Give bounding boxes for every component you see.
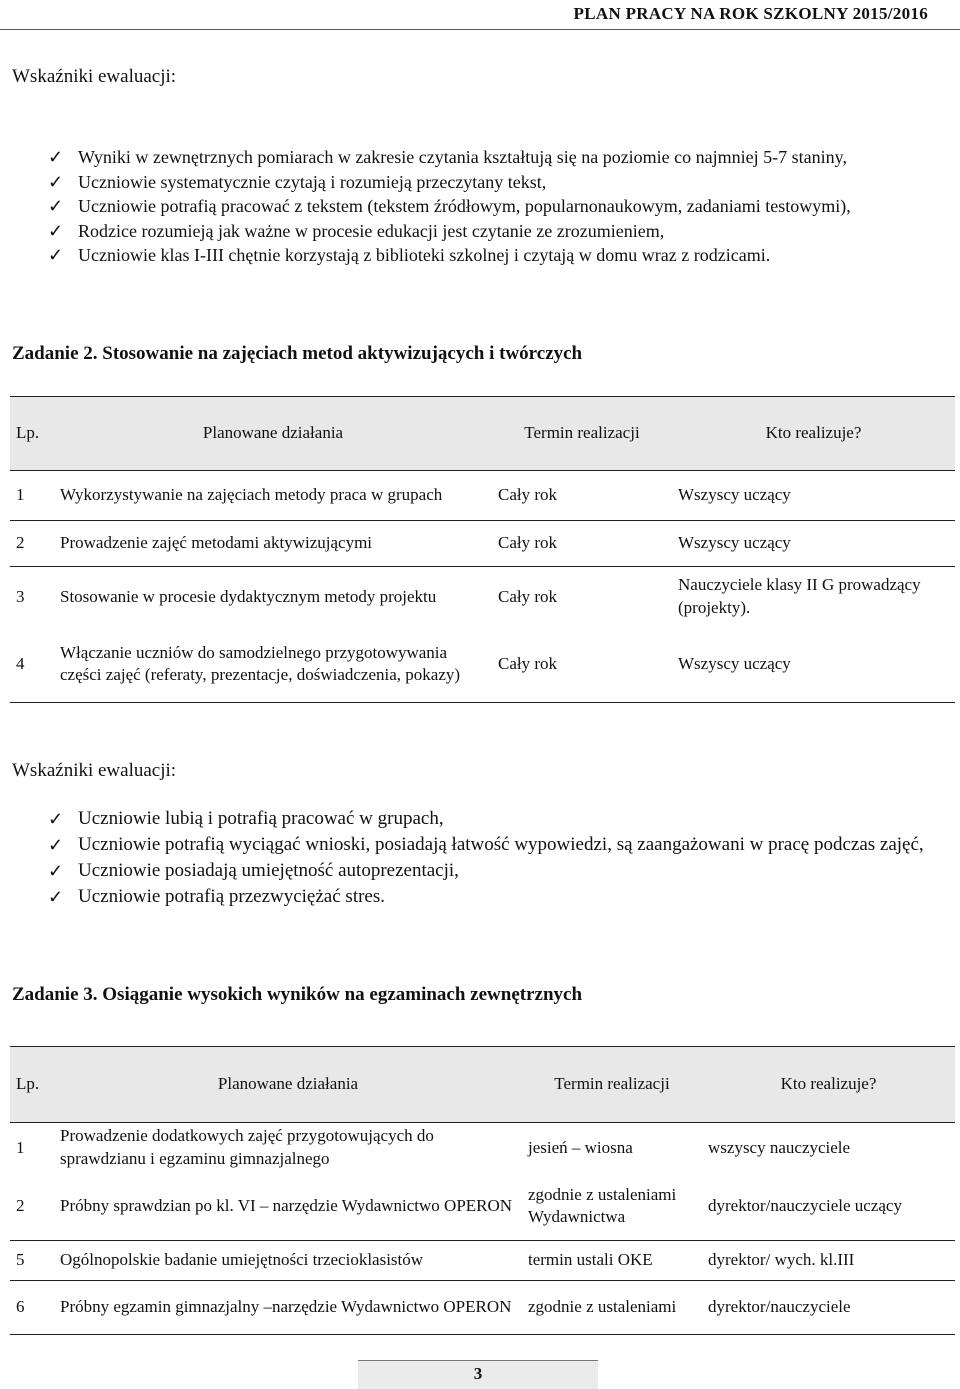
page-number: 3 [473,1364,483,1383]
table-row: 1 Prowadzenie dodatkowych zajęć przygotowujących do sprawdzianu i egzaminu gimnazjalnego jesień – wiosna wszyscy nauczyciele [16,1126,851,1168]
list-item: ✓ Uczniowie potrafią przezwyciężać stres. [48,884,948,910]
table-row: 3 Stosowanie w procesie dydaktycznym metody projektu Cały rok Nauczyciele klasy II G prowadzący (projekty). [16,575,921,617]
evaluation-heading-2: Wskaźniki ewaluacji: [12,760,177,781]
task2-table [10,396,955,703]
list-item: ✓ Wyniki w zewnętrznych pomiarach w zakresie czytania kształtują się na poziomie co najmniej 5-7 staniny, [48,145,948,170]
col-who: Kto realizuje? [765,423,862,443]
col-who: Kto realizuje? [780,1074,877,1094]
check-icon: ✓ [48,147,64,167]
table-header-row [10,397,955,471]
task3-title: Zadanie 3. Osiąganie wysokich wyników na egzaminach zewnętrznych [12,984,583,1005]
col-lp: Lp. [16,1074,40,1094]
list-item: ✓ Rodzice rozumieją jak ważne w procesie edukacji jest czytanie ze zrozumieniem, [48,219,948,244]
table-row: 1 Wykorzystywanie na zajęciach metody praca w grupach Cały rok Wszyscy uczący [10,471,955,521]
list-item: ✓ Uczniowie klas I-III chętnie korzystają z biblioteki szkolnej i czytają w domu wraz z rodzicami. [48,243,948,268]
header-divider [0,29,960,30]
col-actions: Planowane działania [217,1074,359,1094]
task3-table [10,1046,955,1335]
col-term: Termin realizacji [524,423,640,443]
col-actions: Planowane działania [202,423,344,443]
document-header-title: PLAN PRACY NA ROK SZKOLNY 2015/2016 [573,4,928,23]
check-icon: ✓ [48,196,64,216]
table-row: 5 Ogólnopolskie badanie umiejętności trzecioklasistów termin ustali OKE dyrektor/ wych. kl.III [10,1241,955,1281]
check-icon: ✓ [48,861,64,881]
page-footer [358,1360,598,1389]
evaluation-heading-1: Wskaźniki ewaluacji: [12,66,177,87]
table-row: 6 Próbny egzamin gimnazjalny –narzędzie Wydawnictwo OPERON zgodnie z ustaleniami dyrektor/nauczyciele [10,1281,955,1335]
col-lp: Lp. [16,423,40,443]
check-icon: ✓ [48,835,64,855]
task2-title: Zadanie 2. Stosowanie na zajęciach metod aktywizujących i twórczych [12,343,583,364]
check-icon: ✓ [48,887,64,907]
list-item: ✓ Uczniowie systematycznie czytają i rozumieją przeczytany tekst, [48,170,948,195]
list-item: ✓ Uczniowie posiadają umiejętność autoprezentacji, [48,858,948,884]
table-row: 4 Włączanie uczniów do samodzielnego przygotowywania części zajęć (referaty, prezentacje, doświadczenia, pokazy) Cały rok Wszyscy uczący [10,627,955,703]
check-icon: ✓ [48,809,64,829]
table-row: 2 Próbny sprawdzian po kl. VI – narzędzie Wydawnictwo OPERON zgodnie z ustaleniami Wydawnictwa dyrektor/nauczyciele uczący [10,1173,955,1241]
evaluation-list-2 [48,806,948,910]
list-item: ✓ Uczniowie potrafią pracować z tekstem (tekstem źródłowym, popularnonaukowym, zadaniami testowymi), [48,194,948,219]
check-icon: ✓ [48,220,64,241]
check-icon: ✓ [48,245,64,265]
table-row: 2 Prowadzenie zajęć metodami aktywizującymi Cały rok Wszyscy uczący [10,521,955,567]
check-icon: ✓ [48,171,64,192]
evaluation-list-1 [48,145,948,268]
list-item: ✓ Uczniowie potrafią wyciągać wnioski, posiadają łatwość wypowiedzi, są zaangażowani w pracę podczas zajęć, [48,832,948,858]
table-header-row [10,1047,955,1123]
col-term: Termin realizacji [554,1074,670,1094]
list-item: ✓ Uczniowie lubią i potrafią pracować w grupach, [48,806,948,832]
